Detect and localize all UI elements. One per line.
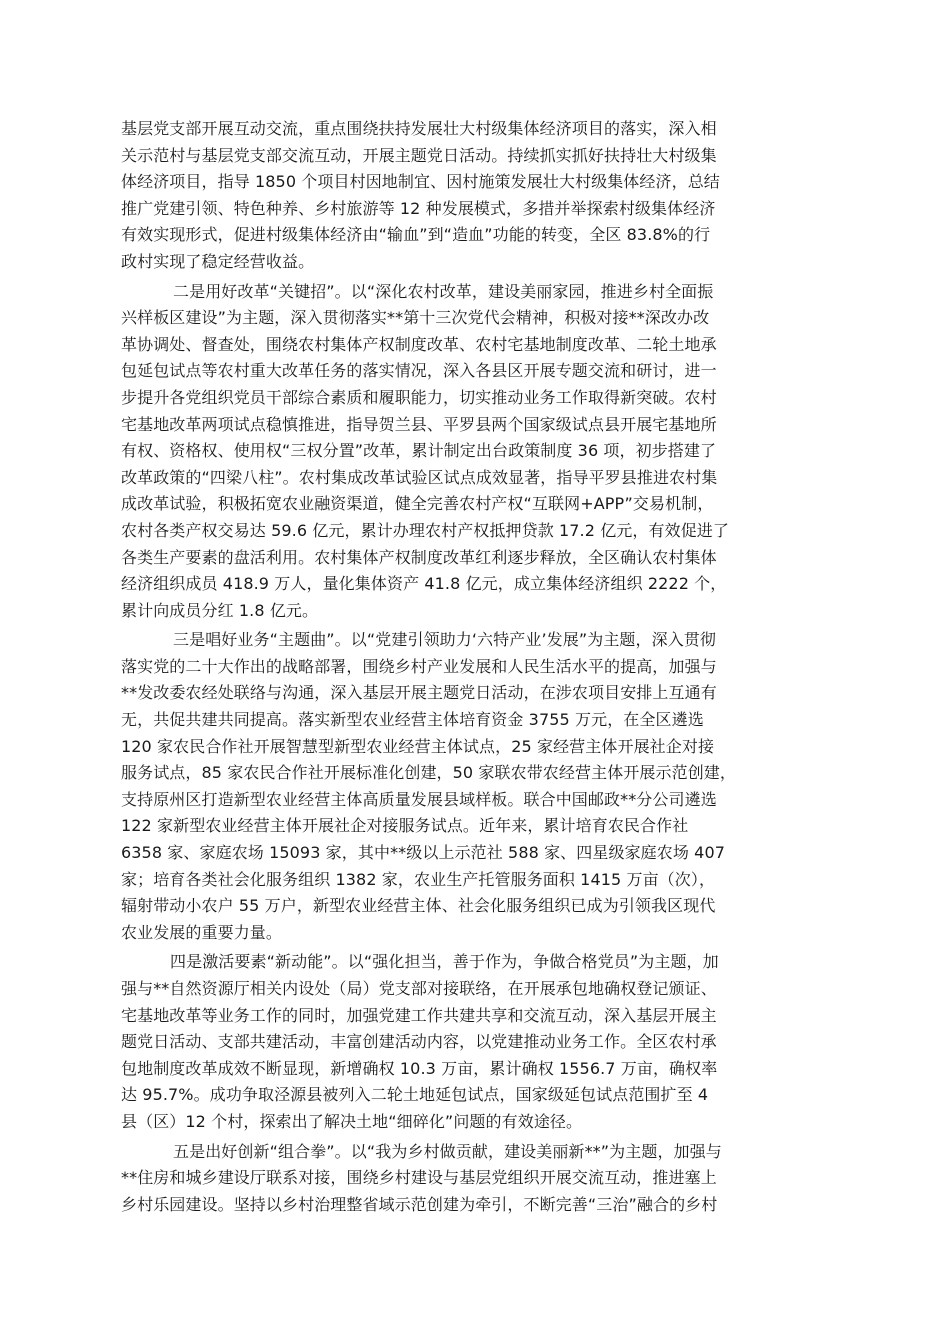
- text-line: 推广党建引领、特色种养、乡村旅游等 12 种发展模式，多措并举探索村级集体经济: [121, 198, 716, 218]
- text-line: **发改委农经处联络与沟通，深入基层开展主题党日活动，在涉农项目安排上互通有: [121, 683, 717, 703]
- text-line: 宅基地改革两项试点稳慎推进，指导贺兰县、平罗县两个国家级试点县开展宅基地所: [121, 414, 717, 434]
- text-line: 有权、资格权、使用权“三权分置”改革，累计制定出台政策制度 36 项，初步搭建了: [121, 441, 717, 461]
- text-line: 支持原州区打造新型农业经营主体高质量发展县域样板。联合中国邮政**分公司遴选: [121, 789, 717, 809]
- text-line: 落实党的二十大作出的战略部署，围绕乡村产业发展和人民生活水平的提高，加强与: [121, 656, 717, 676]
- text-line: 家；培育各类社会化服务组织 1382 家，农业生产托管服务面积 1415 万亩（次），: [121, 869, 716, 889]
- text-line: 农村各类产权交易达 59.6 亿元，累计办理农村产权抵押贷款 17.2 亿元，有效促进了: [121, 520, 729, 540]
- text-line: 服务试点，85 家农民合作社开展标准化创建，50 家联农带农经营主体开展示范创建，: [121, 763, 736, 783]
- text-line: 包地制度改革成效不断显现，新增确权 10.3 万亩，累计确权 1556.7 万亩，确权率: [121, 1058, 718, 1078]
- text-line: **住房和城乡建设厅联系对接，围绕乡村建设与基层党组织开展交流互动，推进塞上: [121, 1168, 717, 1188]
- text-line: 体经济项目，指导 1850 个项目村因地制宜、因村施策发展壮大村级集体经济，总结: [121, 172, 720, 192]
- text-line: 步提升各党组织党员干部综合素质和履职能力，切实推动业务工作取得新突破。农村: [121, 387, 717, 407]
- text-line: 县（区）12 个村，探索出了解决土地“细碎化”问题的有效途径。: [121, 1111, 583, 1131]
- text-line: 二是用好改革“关键招”。以“深化农村改革，建设美丽家园，推进乡村全面振: [173, 281, 714, 301]
- text-line: 三是唱好业务“主题曲”。以“党建引领助力‘六特产业’发展”为主题，深入贯彻: [173, 630, 717, 650]
- text-line: 基层党支部开展互动交流，重点围绕扶持发展壮大村级集体经济项目的落实，深入相: [121, 119, 717, 138]
- text-line: 改革政策的“四梁八柱”。农村集成改革试验区试点成效显著，指导平罗县推进农村集: [121, 467, 718, 487]
- text-line: 政村实现了稳定经营收益。: [121, 251, 315, 271]
- text-line: 宅基地改革等业务工作的同时，加强党建工作共建共享和交流互动，深入基层开展主: [121, 1005, 717, 1025]
- text-line: 乡村乐园建设。坚持以乡村治理整省域示范创建为牵引，不断完善“三治”融合的乡村: [121, 1194, 718, 1214]
- text-line: 达 95.7%。成功争取泾源县被列入二轮土地延包试点，国家级延包试点范围扩至 4: [121, 1085, 709, 1105]
- text-line: 五是出好创新“组合拳”。以“我为乡村做贡献，建设美丽新**”为主题，加强与: [173, 1141, 722, 1161]
- text-line: 经济组织成员 418.9 万人，量化集体资产 41.8 亿元，成立集体经济组织 2222 个，: [121, 574, 727, 594]
- text-line: 强与**自然资源厅相关内设处（局）党支部对接联络，在开展承包地确权登记颁证、: [121, 979, 717, 998]
- text-line: 120 家农民合作社开展智慧型新型农业经营主体试点，25 家经营主体开展社企对接: [121, 736, 715, 756]
- paragraph-reform: [121, 279, 831, 625]
- text-line: 辐射带动小农户 55 万户，新型农业经营主体、社会化服务组织已成为引领我区现代: [121, 896, 716, 916]
- text-line: 兴样板区建设”为主题，深入贯彻落实**第十三次党代会精神，积极对接**深改办改: [121, 308, 710, 328]
- text-line: 四是激活要素“新动能”。以“强化担当，善于作为，争做合格党员”为主题，加: [170, 952, 719, 972]
- text-line: 无，共促共建共同提高。落实新型农业经营主体培育资金 3755 万元，在全区遴选: [121, 710, 704, 730]
- paragraph-innovation: [121, 1139, 831, 1219]
- text-line: 革协调处、督查处，围绕农村集体产权制度改革、农村宅基地制度改革、二轮土地承: [121, 334, 717, 354]
- paragraph-factors: [121, 949, 831, 1135]
- text-line: 成改革试验，积极拓宽农业融资渠道，健全完善农村产权“互联网+APP”交易机制，: [121, 494, 714, 514]
- paragraph-party-branch-exchange: [121, 116, 831, 276]
- paragraph-business: [121, 627, 831, 946]
- document-body: [121, 116, 831, 1218]
- text-line: 122 家新型农业经营主体开展社企对接服务试点。近年来，累计培育农民合作社: [121, 816, 689, 836]
- text-line: 累计向成员分红 1.8 亿元。: [121, 600, 319, 620]
- text-line: 有效实现形式，促进村级集体经济由“输血”到“造血”功能的转变，全区 83.8%的行: [121, 225, 711, 245]
- text-line: 农业发展的重要力量。: [121, 922, 283, 942]
- text-line: 6358 家、家庭农场 15093 家，其中**级以上示范社 588 家、四星级家庭农场 407: [121, 843, 726, 863]
- text-line: 包延包试点等农村重大改革任务的落实情况，深入各县区开展专题交流和研讨，进一: [121, 361, 717, 381]
- text-line: 关示范村与基层党支部交流互动，开展主题党日活动。持续抓实抓好扶持壮大村级集: [121, 145, 717, 165]
- text-line: 各类生产要素的盘活利用。农村集体产权制度改革红利逐步释放，全区确认农村集体: [121, 547, 717, 567]
- text-line: 题党日活动、支部共建活动，丰富创建活动内容，以党建推动业务工作。全区农村承: [121, 1032, 717, 1052]
